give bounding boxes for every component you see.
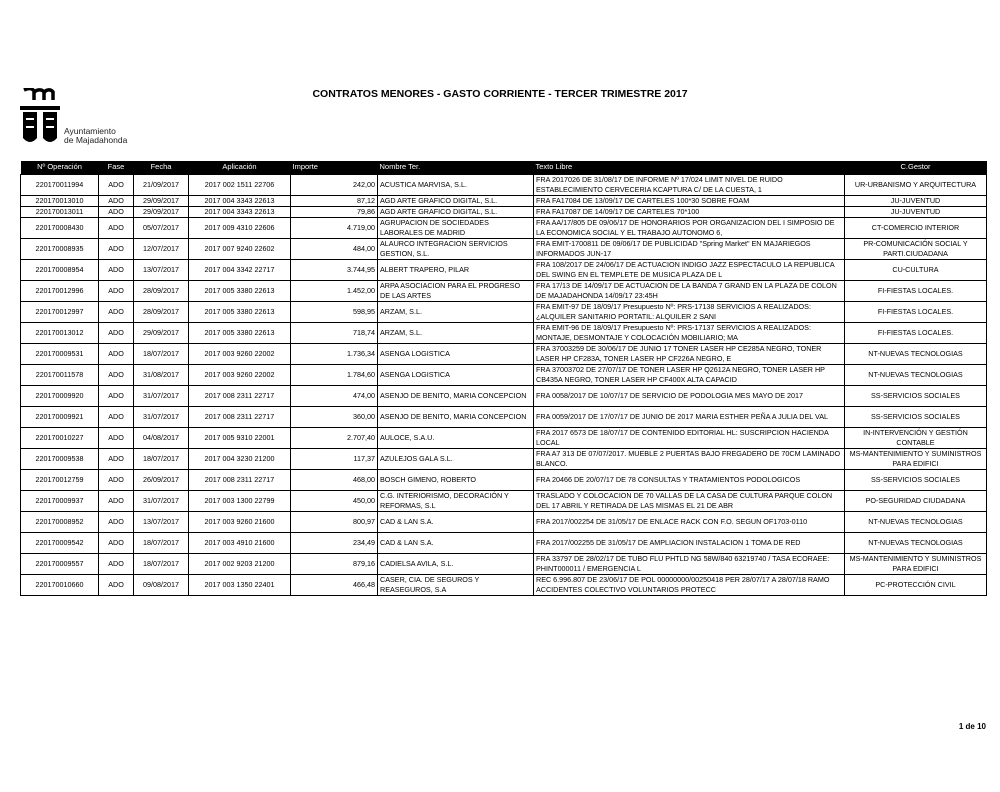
table-row bbox=[21, 532, 987, 553]
logo-line1: Ayuntamiento bbox=[64, 126, 116, 136]
cell-c-gestor: PC-PROTECCIÓN CIVIL bbox=[845, 574, 987, 595]
cell-aplicacion: 2017 002 9203 21200 bbox=[189, 553, 291, 574]
cell-num-operacion: 220170009542 bbox=[21, 532, 99, 553]
cell-fecha: 29/09/2017 bbox=[134, 206, 189, 217]
cell-aplicacion: 2017 009 4310 22606 bbox=[189, 217, 291, 238]
table-row bbox=[21, 511, 987, 532]
cell-c-gestor: NT-NUEVAS TECNOLOGIAS bbox=[845, 343, 987, 364]
table-row bbox=[21, 301, 987, 322]
cell-texto-libre: FRA EMIT-1700811 DE 09/06/17 DE PUBLICIDAD "Spring Market" EN MAJARIEGOS INFORMADOS JUN-17 bbox=[534, 238, 845, 259]
table-row bbox=[21, 574, 987, 595]
cell-num-operacion: 220170010227 bbox=[21, 427, 99, 448]
header-importe: Importe bbox=[292, 162, 318, 172]
cell-fase: ADO bbox=[99, 238, 134, 259]
cell-fase: ADO bbox=[99, 490, 134, 511]
cell-texto-libre: REC 6.996.807 DE 23/06/17 DE POL 00000000/00250418 PER 28/07/17 A 28/07/18 RAMO ACCIDENTES COLECTIVO VOLUNTARIOS PROTECC bbox=[534, 574, 845, 595]
cell-importe: 87,12 bbox=[291, 195, 378, 206]
cell-c-gestor: CT-COMERCIO INTERIOR bbox=[845, 217, 987, 238]
cell-c-gestor: JU-JUVENTUD bbox=[845, 195, 987, 206]
cell-texto-libre: FRA 33797 DE 28/02/17 DE TUBO FLU PHTLD NG 58W/840 63219740 / TASA ECORAEE: PHINT000011 / EMERGENCIA L bbox=[534, 553, 845, 574]
cell-texto-libre: FRA 108/2017 DE 24/06/17 DE ACTUACION INDIGO JAZZ ESPECTACULO LA REPUBLICA DEL SWING EN EL TEMPLETE DE MUSICA PLAZA DE L bbox=[534, 259, 845, 280]
cell-fecha: 31/07/2017 bbox=[134, 385, 189, 406]
cell-texto-libre: FRA 0058/2017 DE 10/07/17 DE SERVICIO DE PODOLOGIA MES MAYO DE 2017 bbox=[534, 385, 845, 406]
cell-fecha: 05/07/2017 bbox=[134, 217, 189, 238]
cell-importe: 450,00 bbox=[291, 490, 378, 511]
cell-importe: 3.744,95 bbox=[291, 259, 378, 280]
cell-aplicacion: 2017 004 3343 22613 bbox=[189, 206, 291, 217]
cell-c-gestor: FI-FIESTAS LOCALES. bbox=[845, 322, 987, 343]
cell-importe: 598,95 bbox=[291, 301, 378, 322]
cell-importe: 360,00 bbox=[291, 406, 378, 427]
cell-texto-libre: FRA 2017 6573 DE 18/07/17 DE CONTENIDO EDITORIAL HL: SUSCRIPCION HACIENDA LOCAL bbox=[534, 427, 845, 448]
cell-fecha: 18/07/2017 bbox=[134, 448, 189, 469]
cell-fecha: 29/09/2017 bbox=[134, 195, 189, 206]
cell-c-gestor: CU-CULTURA bbox=[845, 259, 987, 280]
cell-num-operacion: 220170013012 bbox=[21, 322, 99, 343]
cell-nombre-ter: C.G. INTERIORISMO, DECORACIÓN Y REFORMAS, S.L bbox=[378, 490, 534, 511]
cell-c-gestor: MS-MANTENIMIENTO Y SUMINISTROS PARA EDIFICI bbox=[845, 553, 987, 574]
cell-fase: ADO bbox=[99, 532, 134, 553]
table-row bbox=[21, 322, 987, 343]
cell-nombre-ter: AGD ARTE GRAFICO DIGITAL, S.L. bbox=[378, 195, 534, 206]
cell-nombre-ter: ALAURCO INTEGRACION SERVICIOS GESTION, S.L. bbox=[378, 238, 534, 259]
cell-num-operacion: 220170009557 bbox=[21, 553, 99, 574]
table-row bbox=[21, 427, 987, 448]
cell-fase: ADO bbox=[99, 406, 134, 427]
contracts-table bbox=[20, 161, 987, 596]
cell-importe: 117,37 bbox=[291, 448, 378, 469]
cell-fecha: 12/07/2017 bbox=[134, 238, 189, 259]
cell-importe: 1.784,60 bbox=[291, 364, 378, 385]
cell-nombre-ter: ASENGA LOGISTICA bbox=[378, 364, 534, 385]
cell-c-gestor: UR-URBANISMO Y ARQUITECTURA bbox=[845, 174, 987, 195]
cell-fase: ADO bbox=[99, 364, 134, 385]
header-nombre-ter: Nombre Ter. bbox=[379, 162, 421, 172]
table-row bbox=[21, 385, 987, 406]
cell-aplicacion: 2017 004 3342 22717 bbox=[189, 259, 291, 280]
logo-text bbox=[64, 127, 127, 145]
cell-c-gestor: PO-SEGURIDAD CIUDADANA bbox=[845, 490, 987, 511]
cell-c-gestor: FI-FIESTAS LOCALES. bbox=[845, 301, 987, 322]
cell-fase: ADO bbox=[99, 301, 134, 322]
cell-aplicacion: 2017 005 9310 22001 bbox=[189, 427, 291, 448]
cell-num-operacion: 220170011578 bbox=[21, 364, 99, 385]
cell-c-gestor: FI-FIESTAS LOCALES. bbox=[845, 280, 987, 301]
cell-num-operacion: 220170008952 bbox=[21, 511, 99, 532]
cell-c-gestor: NT-NUEVAS TECNOLOGIAS bbox=[845, 532, 987, 553]
cell-aplicacion: 2017 005 3380 22613 bbox=[189, 322, 291, 343]
page-number: 1 de 10 bbox=[958, 722, 986, 731]
cell-fase: ADO bbox=[99, 259, 134, 280]
cell-texto-libre: FRA FA17087 DE 14/09/17 DE CARTELES 70*100 bbox=[534, 206, 845, 217]
cell-texto-libre: FRA 37003702 DE 27/07/17 DE TONER LASER HP Q2612A NEGRO, TONER LASER HP CB435A NEGRO, TONER LASER HP CF400X ALTA CAPACID bbox=[534, 364, 845, 385]
cell-nombre-ter: ARZAM, S.L. bbox=[378, 322, 534, 343]
cell-fecha: 09/08/2017 bbox=[134, 574, 189, 595]
cell-nombre-ter: ARZAM, S.L. bbox=[378, 301, 534, 322]
cell-fase: ADO bbox=[99, 448, 134, 469]
header-texto-libre: Texto Libre bbox=[535, 162, 573, 172]
cell-nombre-ter: CASER, CIA. DE SEGUROS Y REASEGUROS, S.A bbox=[378, 574, 534, 595]
cell-fase: ADO bbox=[99, 574, 134, 595]
cell-importe: 879,16 bbox=[291, 553, 378, 574]
cell-importe: 800,97 bbox=[291, 511, 378, 532]
cell-nombre-ter: AZULEJOS GALA S.L. bbox=[378, 448, 534, 469]
cell-fase: ADO bbox=[99, 280, 134, 301]
cell-num-operacion: 220170009531 bbox=[21, 343, 99, 364]
cell-aplicacion: 2017 008 2311 22717 bbox=[189, 406, 291, 427]
cell-fase: ADO bbox=[99, 217, 134, 238]
cell-fecha: 26/09/2017 bbox=[134, 469, 189, 490]
cell-aplicacion: 2017 008 2311 22717 bbox=[189, 469, 291, 490]
cell-importe: 234,49 bbox=[291, 532, 378, 553]
cell-aplicacion: 2017 003 9260 21600 bbox=[189, 511, 291, 532]
cell-nombre-ter: ALBERT TRAPERO, PILAR bbox=[378, 259, 534, 280]
cell-fase: ADO bbox=[99, 385, 134, 406]
cell-num-operacion: 220170009921 bbox=[21, 406, 99, 427]
cell-aplicacion: 2017 008 2311 22717 bbox=[189, 385, 291, 406]
cell-num-operacion: 220170009920 bbox=[21, 385, 99, 406]
cell-fecha: 28/09/2017 bbox=[134, 301, 189, 322]
cell-nombre-ter: CAD & LAN S.A. bbox=[378, 511, 534, 532]
logo-line2: de Majadahonda bbox=[64, 135, 128, 145]
cell-importe: 468,00 bbox=[291, 469, 378, 490]
table-row bbox=[21, 448, 987, 469]
table-row bbox=[21, 195, 987, 206]
table-row bbox=[21, 206, 987, 217]
cell-c-gestor: JU-JUVENTUD bbox=[845, 206, 987, 217]
cell-texto-libre: TRASLADO Y COLOCACION DE 70 VALLAS DE LA CASA DE CULTURA PARQUE COLON DEL 17 ABRIL Y RETIRADA DE LAS MISMAS EL 21 DE ABR bbox=[534, 490, 845, 511]
cell-texto-libre: FRA 37003259 DE 30/06/17 DE JUNIO 17 TONER LASER HP CE285A NEGRO, TONER LASER HP CF283A, TONER LASER HP CF226A NEGRO, E bbox=[534, 343, 845, 364]
cell-importe: 1.452,00 bbox=[291, 280, 378, 301]
cell-num-operacion: 220170010660 bbox=[21, 574, 99, 595]
table-row bbox=[21, 217, 987, 238]
cell-fecha: 04/08/2017 bbox=[134, 427, 189, 448]
cell-fecha: 31/08/2017 bbox=[134, 364, 189, 385]
cell-fase: ADO bbox=[99, 195, 134, 206]
cell-texto-libre: FRA 0059/2017 DE 17/07/17 DE JUNIO DE 2017 MARIA ESTHER PEÑA A JULIA DEL VAL bbox=[534, 406, 845, 427]
cell-texto-libre: FRA FA17084 DE 13/09/17 DE CARTELES 100*30 SOBRE FOAM bbox=[534, 195, 845, 206]
cell-nombre-ter: AGD ARTE GRAFICO DIGITAL, S.L. bbox=[378, 206, 534, 217]
cell-num-operacion: 220170008954 bbox=[21, 259, 99, 280]
cell-c-gestor: NT-NUEVAS TECNOLOGIAS bbox=[845, 511, 987, 532]
cell-fecha: 28/09/2017 bbox=[134, 280, 189, 301]
table-row bbox=[21, 490, 987, 511]
cell-importe: 4.719,00 bbox=[291, 217, 378, 238]
header-fecha: Fecha bbox=[150, 162, 172, 172]
cell-nombre-ter: CADIELSA AVILA, S.L. bbox=[378, 553, 534, 574]
table-row bbox=[21, 174, 987, 195]
cell-texto-libre: FRA EMIT-96 DE 18/09/17 Presupuesto Nº: PRS-17137 SERVICIOS A REALIZADOS: MONTAJE, DESMONTAJE Y COLOCACIÓN MOBILIARIO; MA bbox=[534, 322, 845, 343]
cell-texto-libre: FRA EMIT-97 DE 18/09/17 Presupuesto Nº: PRS-17138 SERVICIOS A REALIZADOS: ¿ALQUILER SANITARIO PORTATIL: ALQUILER 2 SANI bbox=[534, 301, 845, 322]
cell-num-operacion: 220170008935 bbox=[21, 238, 99, 259]
cell-fase: ADO bbox=[99, 174, 134, 195]
cell-num-operacion: 220170011994 bbox=[21, 174, 99, 195]
header-c-gestor: C.Gestor bbox=[900, 162, 931, 172]
cell-nombre-ter: BOSCH GIMENO, ROBERTO bbox=[378, 469, 534, 490]
cell-aplicacion: 2017 005 3380 22613 bbox=[189, 280, 291, 301]
cell-c-gestor: SS-SERVICIOS SOCIALES bbox=[845, 385, 987, 406]
cell-importe: 1.736,34 bbox=[291, 343, 378, 364]
cell-fase: ADO bbox=[99, 469, 134, 490]
cell-fecha: 13/07/2017 bbox=[134, 259, 189, 280]
cell-nombre-ter: ASENGA LOGISTICA bbox=[378, 343, 534, 364]
cell-importe: 2.707,40 bbox=[291, 427, 378, 448]
cell-texto-libre: FRA A7 313 DE 07/07/2017. MUEBLE 2 PUERTAS BAJO FREGADERO DE 70CM LAMINADO BLANCO. bbox=[534, 448, 845, 469]
cell-aplicacion: 2017 003 9260 22002 bbox=[189, 364, 291, 385]
cell-texto-libre: FRA 20466 DE 20/07/17 DE 78 CONSULTAS Y TRATAMIENTOS PODOLOGICOS bbox=[534, 469, 845, 490]
cell-nombre-ter: CAD & LAN S.A. bbox=[378, 532, 534, 553]
header-num-operacion: Nº Operación bbox=[37, 162, 82, 172]
cell-c-gestor: MS-MANTENIMIENTO Y SUMINISTROS PARA EDIFICI bbox=[845, 448, 987, 469]
cell-num-operacion: 220170009937 bbox=[21, 490, 99, 511]
cell-nombre-ter: ACUSTICA MARVISA, S.L. bbox=[378, 174, 534, 195]
cell-fecha: 21/09/2017 bbox=[134, 174, 189, 195]
cell-aplicacion: 2017 007 9240 22602 bbox=[189, 238, 291, 259]
cell-aplicacion: 2017 003 1300 22799 bbox=[189, 490, 291, 511]
cell-fase: ADO bbox=[99, 511, 134, 532]
cell-num-operacion: 220170013011 bbox=[21, 206, 99, 217]
cell-fase: ADO bbox=[99, 206, 134, 217]
cell-nombre-ter: AULOCE, S.A.U. bbox=[378, 427, 534, 448]
cell-texto-libre: FRA 2017/002254 DE 31/05/17 DE ENLACE RACK CON F.O. SEGUN OF1703-0110 bbox=[534, 511, 845, 532]
cell-nombre-ter: ARPA ASOCIACION PARA EL PROGRESO DE LAS ARTES bbox=[378, 280, 534, 301]
cell-fase: ADO bbox=[99, 427, 134, 448]
cell-aplicacion: 2017 003 1350 22401 bbox=[189, 574, 291, 595]
cell-fecha: 18/07/2017 bbox=[134, 343, 189, 364]
cell-texto-libre: FRA 2017/002255 DE 31/05/17 DE AMPLIACION INSTALACION 1 TOMA DE RED bbox=[534, 532, 845, 553]
table-row bbox=[21, 280, 987, 301]
cell-aplicacion: 2017 003 4910 21600 bbox=[189, 532, 291, 553]
cell-fecha: 18/07/2017 bbox=[134, 553, 189, 574]
cell-c-gestor: SS-SERVICIOS SOCIALES bbox=[845, 406, 987, 427]
header-aplicacion: Aplicación bbox=[222, 162, 257, 172]
cell-nombre-ter: AGRUPACION DE SOCIEDADES LABORALES DE MADRID bbox=[378, 217, 534, 238]
cell-num-operacion: 220170012997 bbox=[21, 301, 99, 322]
cell-c-gestor: IN-INTERVENCIÓN Y GESTIÓN CONTABLE bbox=[845, 427, 987, 448]
table-row bbox=[21, 406, 987, 427]
cell-texto-libre: FRA 2017026 DE 31/08/17 DE INFORME Nº 17/024 LIMIT NIVEL DE RUIDO ESTABLECIMIENTO CERVECERIA KCAPTURA C/ DE LA CUESTA, 1 bbox=[534, 174, 845, 195]
cell-aplicacion: 2017 005 3380 22613 bbox=[189, 301, 291, 322]
cell-importe: 79,86 bbox=[291, 206, 378, 217]
cell-aplicacion: 2017 004 3343 22613 bbox=[189, 195, 291, 206]
table-row bbox=[21, 343, 987, 364]
cell-aplicacion: 2017 002 1511 22706 bbox=[189, 174, 291, 195]
cell-aplicacion: 2017 003 9260 22002 bbox=[189, 343, 291, 364]
table-row bbox=[21, 553, 987, 574]
cell-importe: 474,00 bbox=[291, 385, 378, 406]
table-row bbox=[21, 364, 987, 385]
cell-importe: 484,00 bbox=[291, 238, 378, 259]
cell-num-operacion: 220170013010 bbox=[21, 195, 99, 206]
cell-texto-libre: FRA AA/17/805 DE 09/06/17 DE HONORARIOS POR ORGANIZACION DEL I SIMPOSIO DE LA ECONOMICA SOCIAL Y EL TRABAJO AUTONOMO 6, bbox=[534, 217, 845, 238]
table-row bbox=[21, 259, 987, 280]
cell-nombre-ter: ASENJO DE BENITO, MARIA CONCEPCION bbox=[378, 406, 534, 427]
table-row bbox=[21, 238, 987, 259]
cell-c-gestor: SS-SERVICIOS SOCIALES bbox=[845, 469, 987, 490]
cell-fase: ADO bbox=[99, 553, 134, 574]
cell-nombre-ter: ASENJO DE BENITO, MARIA CONCEPCION bbox=[378, 385, 534, 406]
page-title: CONTRATOS MENORES - GASTO CORRIENTE - TERCER TRIMESTRE 2017 bbox=[312, 88, 688, 100]
cell-fase: ADO bbox=[99, 322, 134, 343]
cell-num-operacion: 220170009538 bbox=[21, 448, 99, 469]
cell-num-operacion: 220170008430 bbox=[21, 217, 99, 238]
cell-importe: 466,48 bbox=[291, 574, 378, 595]
cell-fecha: 31/07/2017 bbox=[134, 490, 189, 511]
cell-num-operacion: 220170012996 bbox=[21, 280, 99, 301]
cell-fecha: 13/07/2017 bbox=[134, 511, 189, 532]
cell-c-gestor: PR-COMUNICACIÓN SOCIAL Y PARTI.CIUDADANA bbox=[845, 238, 987, 259]
cell-importe: 718,74 bbox=[291, 322, 378, 343]
table-row bbox=[21, 469, 987, 490]
cell-importe: 242,00 bbox=[291, 174, 378, 195]
cell-fase: ADO bbox=[99, 343, 134, 364]
table-header-row bbox=[21, 161, 987, 174]
cell-fecha: 18/07/2017 bbox=[134, 532, 189, 553]
header-fase: Fase bbox=[107, 162, 125, 172]
cell-fecha: 29/09/2017 bbox=[134, 322, 189, 343]
cell-aplicacion: 2017 004 3230 21200 bbox=[189, 448, 291, 469]
cell-texto-libre: FRA 17/13 DE 14/09/17 DE ACTUACION DE LA BANDA 7 GRAND EN LA PLAZA DE COLON DE MAJADAHONDA 14/09/17 23:45H bbox=[534, 280, 845, 301]
cell-fecha: 31/07/2017 bbox=[134, 406, 189, 427]
cell-c-gestor: NT-NUEVAS TECNOLOGIAS bbox=[845, 364, 987, 385]
cell-num-operacion: 220170012759 bbox=[21, 469, 99, 490]
